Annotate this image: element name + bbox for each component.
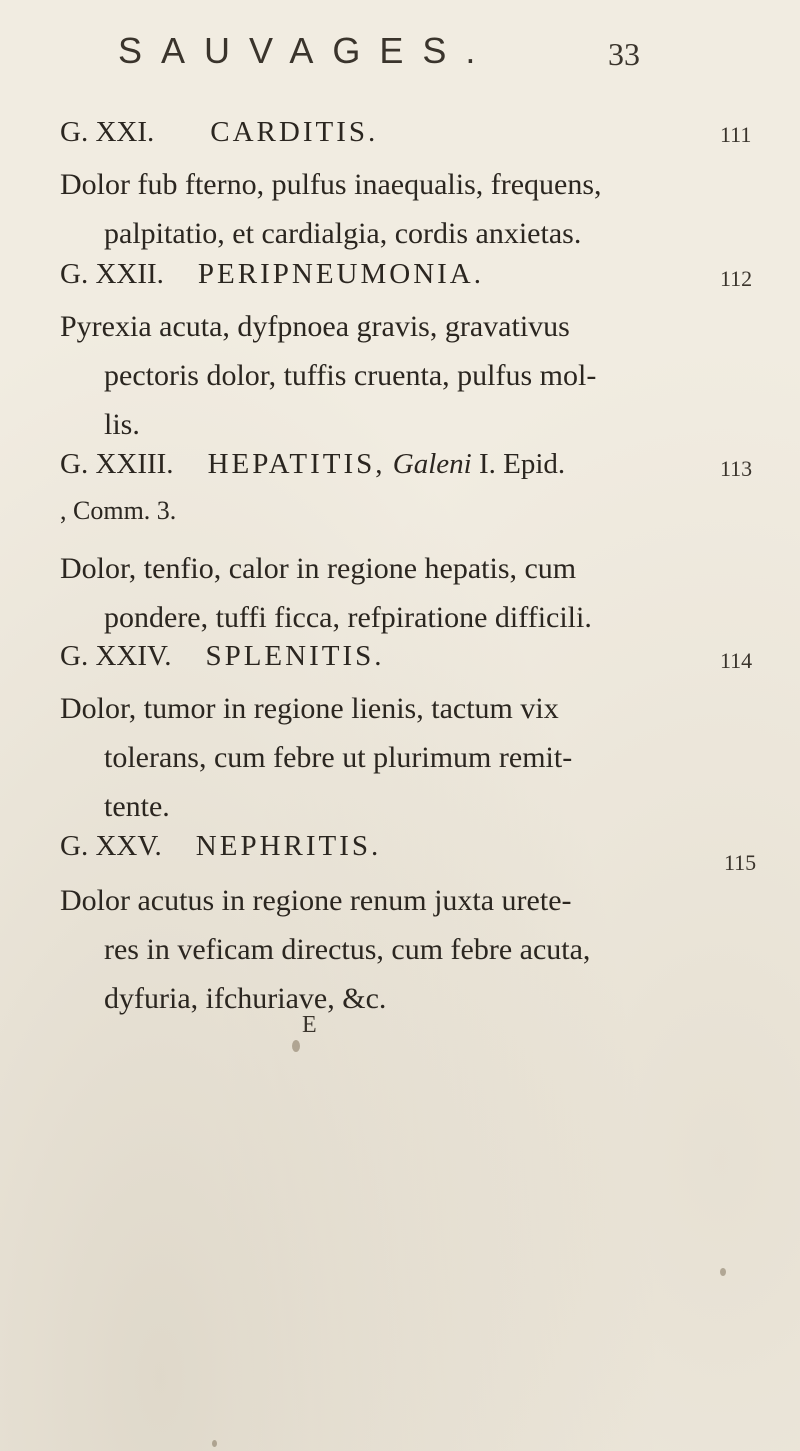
description-line: dyfuria, ifchuriave, &c. (104, 982, 387, 1015)
genus-number: G. XXII. (60, 258, 164, 290)
genus-number: G. XXI. (60, 116, 155, 148)
entry-heading-peripneumonia (60, 258, 484, 291)
entry-description (60, 160, 602, 258)
reference-number: 112 (720, 266, 753, 291)
description-line: palpitatio, et cardialgia, cordis anxietas. (104, 217, 582, 250)
reference-number: 113 (720, 456, 753, 481)
reference-author: Galeni (392, 448, 472, 480)
genus-name: SPLENITIS. (205, 640, 385, 672)
genus-name: CARDITIS. (210, 116, 379, 148)
signature-mark: E (302, 1012, 317, 1038)
entry-description (60, 302, 596, 449)
foxing-spot (720, 1268, 726, 1276)
reference-source: I. Epid. (478, 448, 566, 480)
reference-number: 114 (720, 648, 753, 673)
description-line: tolerans, cum febre ut plurimum remit- (104, 741, 573, 774)
description-line: Pyrexia acuta, dyfpnoea gravis, gravativus (60, 310, 570, 343)
entry-description (60, 544, 592, 642)
running-title: SAUVAGES. (118, 30, 495, 71)
reference-number: 115 (724, 850, 757, 875)
entry-heading-nephritis (60, 830, 381, 863)
genus-name: NEPHRITIS. (195, 830, 382, 862)
genus-number: G. XXIII. (60, 448, 174, 480)
foxing-spot (292, 1040, 300, 1052)
description-line: Dolor acutus in regione renum juxta urete- (60, 884, 572, 917)
entry-heading-hepatitis (60, 448, 565, 481)
entry-heading-splenitis (60, 640, 385, 673)
reference-number: 111 (720, 122, 752, 147)
description-line: tente. (104, 790, 170, 823)
entry-heading-carditis (60, 116, 378, 149)
genus-name: PERIPNEUMONIA. (197, 258, 484, 290)
page-number: 33 (608, 36, 640, 72)
running-head (80, 22, 770, 82)
description-line: Dolor, tenfio, calor in regione hepatis, cum (60, 552, 577, 585)
reference-continuation: , Comm. 3. (60, 496, 177, 525)
foxing-spot (212, 1440, 217, 1447)
genus-name: HEPATITIS, (207, 448, 386, 480)
entry-description (60, 684, 572, 831)
description-line: Dolor fub fterno, pulfus inaequalis, frequens, (60, 168, 602, 201)
genus-number: G. XXIV. (60, 640, 172, 672)
description-line: Dolor, tumor in regione lienis, tactum vix (60, 692, 559, 725)
description-line: pondere, tuffi ficca, refpiratione difficili. (104, 601, 592, 634)
description-line: pectoris dolor, tuffis cruenta, pulfus mol- (104, 359, 597, 392)
description-line: res in veficam directus, cum febre acuta, (104, 933, 591, 966)
entry-description (60, 876, 590, 1023)
description-line: lis. (104, 408, 140, 441)
genus-number: G. XXV. (60, 830, 162, 862)
